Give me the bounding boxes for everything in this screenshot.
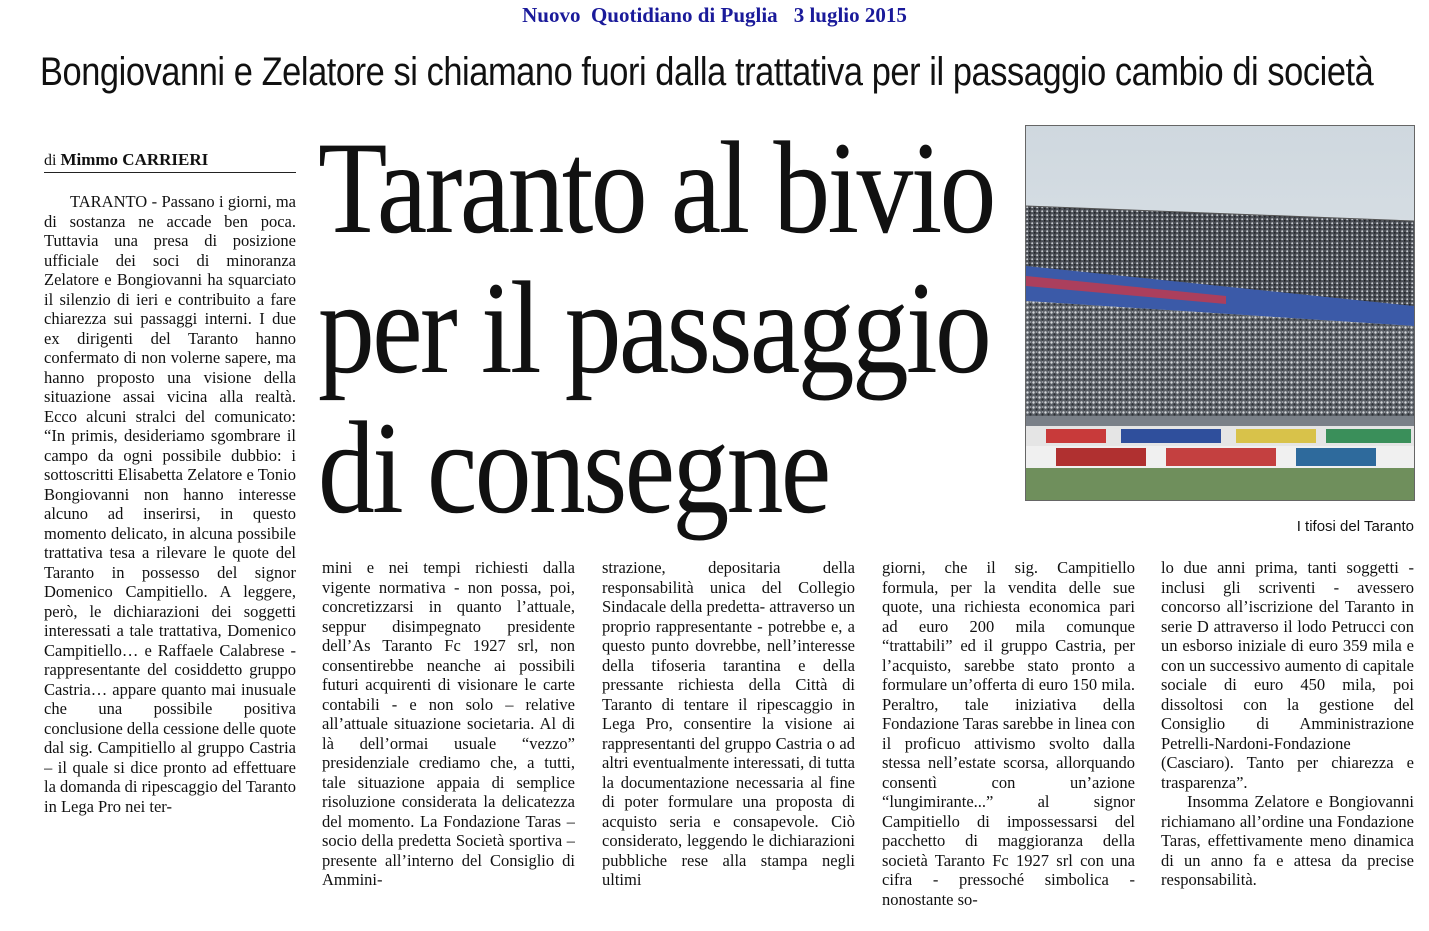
byline-author: Mimmo CARRIERI [60, 150, 209, 169]
paragraph: Insomma Zelatore e Bongiovanni richiamano all’ordine una Fondazione Taras, effettivamente meno dinamica di un anno fa e attesa da precise responsabilità. [1161, 792, 1414, 889]
article-column-5 [1161, 558, 1414, 928]
article-headline [318, 114, 994, 548]
paragraph: lo due anni prima, tanti soggetti - inclusi gli scriventi - avessero concorso all’iscrizione del Taranto in serie D attraverso il lodo Petrucci con un esborso iniziale di euro 359 mila e con un successivo aumento di capitale sociale di euro 450 mila, poi dissoltosi con la gestione del Consiglio di Amministrazione Petrelli-Nardoni-Fondazione (Casciaro). Tanto per chiarezza e trasparenza”. [1161, 558, 1414, 792]
article-column-1 [44, 192, 296, 927]
paragraph: giorni, che il sig. Campitiello formula, per la vendita delle sue quote, una richiesta economica pari ad euro 200 mila comunque “trattabili” ed il gruppo Castria, per l’acquisto, sarebbe stato pronto a formulare un’offerta di euro 150 mila. Peraltro, tale iniziativa della Fondazione Taras sarebbe in linea con il proficuo attivismo svolto dalla stessa nell’estate scorsa, allorquando consentì con un’azione “lungimirante...” al signor Campitiello di impossessarsi del pacchetto di maggioranza della società Taranto Fc 1927 srl con una cifra - pressoché simbolica - nonostante so- [882, 558, 1135, 909]
headline-line-2: per il passaggio [318, 254, 990, 401]
publication-date: 3 luglio 2015 [793, 3, 907, 27]
article-column-2 [322, 558, 575, 928]
photo-caption: I tifosi del Taranto [1296, 518, 1414, 535]
byline [44, 150, 296, 173]
headline-line-3: di consegne [318, 394, 829, 541]
paragraph: mini e nei tempi richiesti dalla vigente normativa - non possa, poi, concretizzarsi in quanto l’attuale, seppur disimpegnato presidente dell’As Taranto Fc 1927 srl, non consentirebbe neanche ai possibili futuri acquirenti di visionare le carte contabili - e non solo – relative all’attuale situazione societaria. Al di là dell’ormai usuale “vezzo” presidenziale crediamo che, a tutti, tale situazione appaia di semplice risoluzione considerata la delicatezza del momento. La Fondazione Taras – socio della predetta Società sportiva – presente all’interno del Consiglio di Ammini- [322, 558, 575, 889]
stadium-photo [1025, 125, 1415, 501]
byline-prefix: di [44, 152, 57, 169]
headline-line-1: Taranto al bivio [318, 114, 994, 261]
article-kicker: Bongiovanni e Zelatore si chiamano fuori dalla trattativa per il passaggio cambio di società [40, 50, 1374, 94]
paragraph: strazione, depositaria della responsabilità unica del Collegio Sindacale della predetta- attraverso un proprio rappresentante - potrebbe e, a questo punto dovrebbe, nell’interesse della tifoseria tarantina e della pressante richiesta della Città di Taranto di tentare il ripescaggio in Lega Pro, consentire la visione ai rappresentanti del gruppo Castria o ad altri eventualmente interessati, di tutta la documentazione necessaria al fine di poter formulare una proposta di acquisto seria e consapevole. Ciò considerato, leggendo le dichiarazioni pubbliche rese alla stampa negli ultimi [602, 558, 855, 889]
paragraph: TARANTO - Passano i giorni, ma di sostanza ne accade ben poca. Tuttavia una presa di posizione ufficiale dei soci di minoranza Zelatore e Bongiovanni ha squarciato il silenzio di ieri e contribuito a fare chiarezza sui passaggi interni. I due ex dirigenti del Taranto hanno confermato di non volerne sapere, ma hanno proposto una visione della situazione assai vicina alla realtà. Ecco alcuni stralci del comunicato: “In primis, desideriamo sgombrare il campo da ogni possibile dubbio: i sottoscritti Elisabetta Zelatore e Tonio Bongiovanni non hanno interesse alcuno ad inserirsi, in questo momento delicato, in alcuna possibile trattativa tesa a rilevare le quote del Taranto in possesso del signor Domenico Campitiello. A leggere, però, le dichiarazioni dei soggetti interessati a tale trattativa, Domenico Campitiello… e Raffaele Calabrese - rappresentante del cosiddetto gruppo Castria… appare quanto mai inusuale che una possibile positiva conclusione della cessione delle quote dal sig. Campitiello al gruppo Castria – il quale si dice pronto ad effettuare la domanda di ripescaggio del Taranto in Lega Pro nei ter- [44, 192, 296, 816]
article-column-4 [882, 558, 1135, 928]
article-column-3 [602, 558, 855, 928]
masthead [0, 0, 1429, 30]
newspaper-name: Nuovo Quotidiano di Puglia [522, 3, 778, 27]
